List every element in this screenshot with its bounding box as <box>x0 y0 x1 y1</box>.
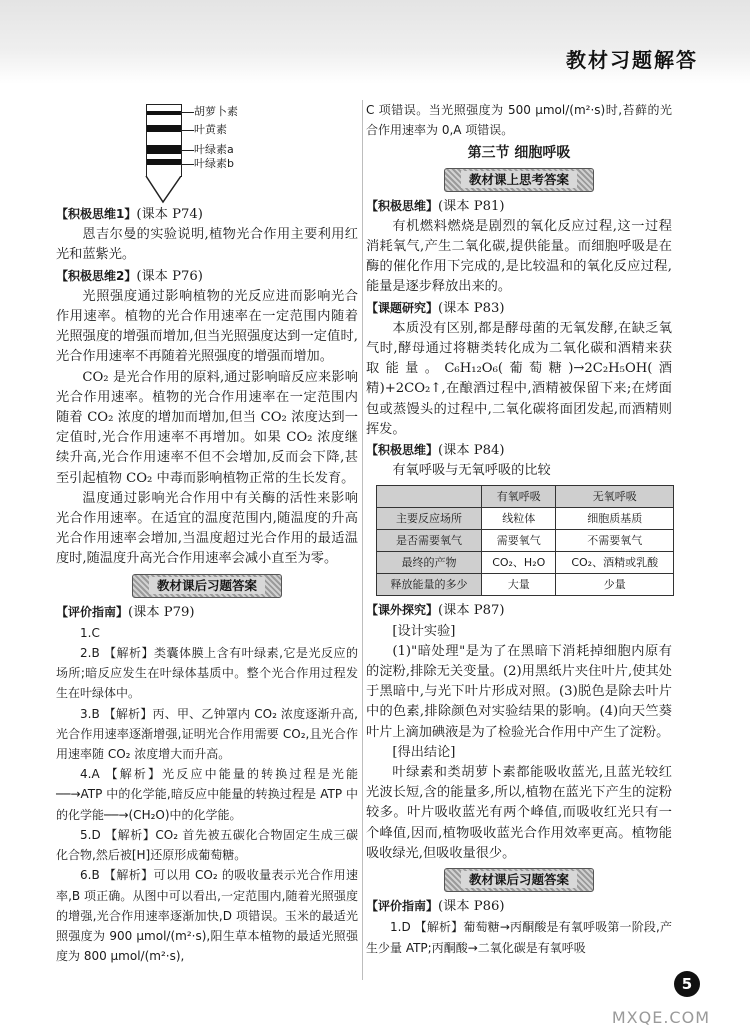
right-column <box>366 100 672 958</box>
section-banner <box>444 868 594 892</box>
row-header: 是否需要氧气 <box>377 530 482 552</box>
row-header: 最终的产物 <box>377 552 482 574</box>
subheading: [设计实验] <box>392 623 456 639</box>
leader-line <box>180 150 194 151</box>
watermark-text: MXQE.COM <box>611 1008 710 1027</box>
table-caption: 有氧呼吸与无氧呼吸的比较 <box>392 463 551 479</box>
column-divider <box>362 100 363 980</box>
paragraph: (1)"暗处理"是为了在黑暗下消耗掉细胞内原有的淀粉,排除无关变量。(2)用黑纸片夹住叶片,使其处于黑暗中,与光下叶片形成对照。(3)脱色是除去叶片中的色素,排除颜色对实验结果的影响。(4)向天竺葵叶片上滴加碘液是为了检验光合作用中产生了淀粉。 <box>366 643 672 740</box>
answer-item: 3.B 【解析】丙、甲、乙钟罩内 CO₂ 浓度逐渐升高,光合作用速率逐渐增强,证明光合作用需要 CO₂,且光合作用速率随 CO₂ 浓度增大而升高。 <box>56 706 358 762</box>
section-banner <box>132 574 282 598</box>
table-cell: 大量 <box>482 574 556 596</box>
table-header-cell <box>377 486 482 508</box>
banner-text: 教材课后习题答案 <box>149 577 265 594</box>
page-ref: (课本 P83) <box>438 300 505 316</box>
answer-continuation: C 项错误。当光照强度为 500 μmol/(m²·s)时,苔藓的光合作用速率为 0,A 项错误。 <box>366 103 672 138</box>
banner-text: 教材课上思考答案 <box>461 171 577 188</box>
table-header-row <box>377 486 674 508</box>
table-cell: CO₂、酒精或乳酸 <box>556 552 674 574</box>
paragraph: 叶绿素和类胡萝卜素都能吸收蓝光,且蓝光较红光波长短,含的能量多,所以,植物在蓝光下产生的淀粉较多。叶片吸收蓝光有两个峰值,而吸收红光只有一个峰值,因而,植物吸收蓝光合作用效率更高。植物能吸收绿光,但吸收量很少。 <box>366 765 672 861</box>
answer-item: 1.D 【解析】葡萄糖→丙酮酸是有氧呼吸第一阶段,产生少量 ATP;丙酮酸→二氧化碳是有氧呼吸 <box>366 920 672 955</box>
filter-paper-strip <box>146 104 182 177</box>
leader-line <box>180 130 194 131</box>
band-chlorophyll-a <box>147 145 181 154</box>
table-cell: 线粒体 <box>482 508 556 530</box>
section-title: 第三节 细胞呼吸 <box>467 145 571 162</box>
leader-line <box>180 164 194 165</box>
table-row <box>377 508 674 530</box>
band-xanthophyll <box>147 125 181 132</box>
page-ref: (课本 P74) <box>136 207 203 222</box>
paragraph: 恩吉尔曼的实验说明,植物光合作用主要利用红光和蓝紫光。 <box>56 227 358 263</box>
paragraph: CO₂ 是光合作用的原料,通过影响暗反应来影响光合作用速率。植物的光合作用速率在一定范围内随着 CO₂ 浓度的增加而增加,但当 CO₂ 浓度达到一定值时,光合作用速率不再增加。如果 CO₂ 浓度继续升高,光合作用速率不但不会增加,反而会下降,甚至引起植物 CO₂ 中毒而影响植物正常的生长发育。 <box>56 369 358 486</box>
table-header-cell: 无氧呼吸 <box>556 486 674 508</box>
label-chlorophyll-a: 叶绿素a <box>194 143 234 156</box>
table-row <box>377 530 674 552</box>
answer-item: 2.B 【解析】类囊体膜上含有叶绿素,它是光反应的场所;暗反应发生在叶绿体基质中。整个光合作用过程发生在叶绿体中。 <box>56 646 358 701</box>
banner-text: 教材课后习题答案 <box>461 871 577 888</box>
page-ref: (课本 P87) <box>438 603 505 619</box>
table-cell: 少量 <box>556 574 674 596</box>
table-header-cell: 有氧呼吸 <box>482 486 556 508</box>
page-ref: (课本 P76) <box>136 268 203 284</box>
section-label: 【积极思维1】 <box>56 207 137 221</box>
answer-item: 4.A 【解析】光反应中能量的转换过程是光能──→ATP 中的化学能,暗反应中能量的转换过程是 ATP 中的化学能──→(CH₂O)中的化学能。 <box>56 767 358 822</box>
label-xanthophyll: 叶黄素 <box>194 123 227 136</box>
label-chlorophyll-b: 叶绿素b <box>194 157 234 170</box>
paragraph: 温度通过影响光合作用中有关酶的活性来影响光合作用速率。在适宜的温度范围内,随温度的升高光合作用速率会增加,当温度超过光合作用的最适温度时,随温度升高光合作用速率会减小直至为零。 <box>56 490 358 567</box>
row-header: 释放能量的多少 <box>377 574 482 596</box>
section-label: 【积极思维2】 <box>56 268 137 283</box>
section-label: 【评价指南】 <box>366 899 439 914</box>
label-carotene: 胡萝卜素 <box>194 105 238 118</box>
table-row <box>377 552 674 574</box>
page-ref: (课本 P79) <box>128 604 195 620</box>
table-cell: 不需要氧气 <box>556 530 674 552</box>
answer-item: 1.C <box>80 625 100 640</box>
page-number: 5 <box>674 971 700 997</box>
respiration-comparison-table <box>376 485 674 596</box>
strip-tip <box>145 176 183 204</box>
left-column <box>56 100 358 966</box>
section-label: 【评价指南】 <box>56 604 129 619</box>
page-ref: (课本 P86) <box>438 899 505 915</box>
section-label: 【课外探究】 <box>366 603 439 618</box>
subheading: [得出结论] <box>392 744 456 760</box>
table-row <box>377 574 674 596</box>
paragraph: 本质没有区别,都是酵母菌的无氧发酵,在缺乏氧气时,酵母通过将糖类转化成为二氧化碳和酒精来获取能量。C₆H₁₂O₆(葡萄糖)→2C₂H₅OH(酒精)+2CO₂↑,在酿酒过程中,酒精被保留下来;在烤面包或蒸馒头的过程中,二氧化碳将面团发起,而酒精则挥发。 <box>366 320 672 437</box>
section-label: 【积极思维】 <box>366 198 439 213</box>
page-ref: (课本 P84) <box>438 443 505 459</box>
paragraph: 光照强度通过影响植物的光反应进而影响光合作用速率。植物的光合作用速率在一定范围内随着光照强度的增强而增加,但当光照强度达到一定值时,光合作用速率不再随着光照强度的增强而增加。 <box>56 288 358 365</box>
page-header-title: 教材习题解答 <box>566 48 698 72</box>
leader-line <box>180 112 194 113</box>
band-carotene <box>147 111 181 115</box>
section-label: 【积极思维】 <box>366 443 439 458</box>
band-chlorophyll-b <box>147 159 181 165</box>
answer-item: 6.B 【解析】可以用 CO₂ 的吸收量表示光合作用速率,B 项正确。从图中可以看出,一定范围内,随着光照强度的增强,光合作用速率逐渐加快,D 项错误。玉米的最适光照强度为 900 μmol/(m²·s),阳生草本植物的最适光照强度为 800 μmol/(m²·s), <box>56 868 358 964</box>
table-cell: CO₂、H₂O <box>482 552 556 574</box>
pigment-separation-figure <box>146 100 358 204</box>
answer-item: 5.D 【解析】CO₂ 首先被五碳化合物固定生成三碳化合物,然后被[H]还原形成葡萄糖。 <box>56 827 358 863</box>
page-ref: (课本 P81) <box>438 198 505 214</box>
section-banner <box>444 168 594 192</box>
row-header: 主要反应场所 <box>377 508 482 530</box>
table-cell: 需要氧气 <box>482 530 556 552</box>
section-label: 【课题研究】 <box>366 300 439 315</box>
paragraph: 有机燃料燃烧是剧烈的氧化反应过程,这一过程消耗氧气,产生二氧化碳,提供能量。而细胞呼吸是在酶的催化作用下完成的,是比较温和的氧化反应过程,能量是逐步释放出来的。 <box>366 218 672 295</box>
table-cell: 细胞质基质 <box>556 508 674 530</box>
